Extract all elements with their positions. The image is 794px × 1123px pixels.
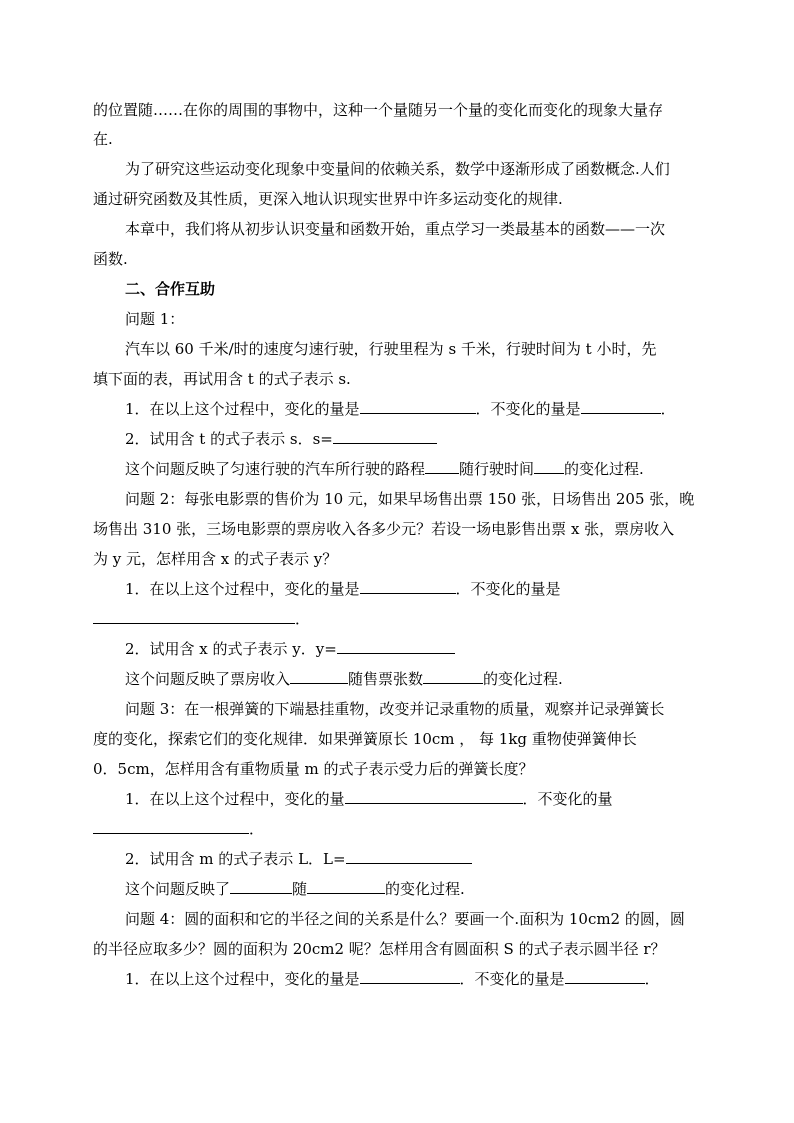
answer-blank[interactable] (423, 669, 483, 684)
fill-text: 1．在以上这个过程中，变化的量是 (125, 970, 360, 988)
fill-in-line (125, 969, 660, 989)
paragraph-line: 的半径应取多少？圆的面积为 20cm2 呢？怎样用含有圆面积 S 的式子表示圆半径 r？ (93, 940, 666, 958)
fill-text: ．不变化的量是 (455, 580, 561, 598)
answer-blank[interactable] (360, 399, 476, 414)
fill-text: 2．试用含 t 的式子表示 s．s= (125, 430, 333, 448)
paragraph-line: 通过研究函数及其性质，更深入地认识现实世界中许多运动变化的规律. (93, 190, 563, 208)
fill-text: 这个问题反映了票房收入 (125, 670, 291, 688)
paragraph-line: 在. (93, 130, 113, 148)
paragraph-line: 0．5cm，怎样用含有重物质量 m 的式子表示受力后的弹簧长度？ (93, 760, 534, 778)
fill-in-line (125, 579, 561, 599)
paragraph-line: 场售出 310 张，三场电影票的票房收入各多少元？若设一场电影售出票 x 张，票房收入 (93, 520, 675, 538)
fill-text: 1．在以上这个过程中，变化的量 (125, 790, 345, 808)
paragraph-line: 函数. (93, 250, 128, 268)
answer-blank[interactable] (93, 609, 295, 624)
fill-text: 2．试用含 m 的式子表示 L．L= (125, 850, 346, 868)
fill-text: 1．在以上这个过程中，变化的量是 (125, 400, 360, 418)
fill-in-line (125, 459, 644, 479)
fill-in-line (93, 609, 310, 629)
fill-text: 随 (292, 880, 308, 898)
answer-blank[interactable] (307, 879, 385, 894)
paragraph-line: 问题 3：在一根弹簧的下端悬挂重物，改变并记录重物的质量，观察并记录弹簧长 (125, 700, 665, 718)
fill-text: 随售票张数 (348, 670, 424, 688)
fill-text: 随行驶时间 (459, 460, 535, 478)
paragraph-line: 问题 2：每张电影票的售价为 10 元，如果早场售出票 150 张，日场售出 205 张，晚 (125, 490, 695, 508)
fill-in-line (125, 639, 455, 659)
fill-in-line (125, 669, 563, 689)
answer-blank[interactable] (581, 399, 661, 414)
fill-in-line (125, 879, 465, 899)
paragraph-line: 本章中，我们将从初步认识变量和函数开始，重点学习一类最基本的函数——一次 (125, 220, 666, 238)
paragraph-line: 度的变化，探索它们的变化规律．如果弹簧原长 10cm ， 每 1kg 重物使弹簧伸长 (93, 730, 637, 748)
answer-blank[interactable] (425, 459, 459, 474)
answer-blank[interactable] (360, 579, 456, 594)
fill-text: ．不变化的量是 (459, 970, 565, 988)
fill-text: 1．在以上这个过程中，变化的量是 (125, 580, 360, 598)
fill-in-line (125, 429, 437, 449)
paragraph-line: 填下面的表，再试用含 t 的式子表示 s. (93, 370, 351, 388)
answer-blank[interactable] (534, 459, 564, 474)
section-heading: 二、合作互助 (125, 280, 216, 298)
paragraph-line: 的位置随……在你的周围的事物中，这种一个量随另一个量的变化而变化的现象大量存 (93, 101, 664, 119)
fill-text: 2．试用含 x 的式子表示 y．y= (125, 640, 337, 658)
fill-text: 的变化过程. (483, 670, 563, 688)
fill-text: 这个问题反映了 (125, 880, 231, 898)
fill-text: 的变化过程. (564, 460, 644, 478)
fill-text: ．不变化的量是 (475, 400, 581, 418)
fill-text: ．不变化的量 (522, 790, 613, 808)
fill-in-line (125, 789, 613, 809)
answer-blank[interactable] (565, 969, 645, 984)
fill-text: ． (644, 970, 660, 988)
fill-text: 的变化过程. (385, 880, 465, 898)
answer-blank[interactable] (230, 879, 292, 894)
fill-in-line (125, 399, 676, 419)
answer-blank[interactable] (360, 969, 460, 984)
fill-text: ． (295, 610, 311, 628)
fill-text: 这个问题反映了匀速行驶的汽车所行驶的路程 (125, 460, 426, 478)
fill-in-line (93, 819, 264, 839)
paragraph-line: 问题 4：圆的面积和它的半径之间的关系是什么？要画一个.面积为 10cm2 的圆，圆 (125, 910, 685, 928)
answer-blank[interactable] (93, 819, 249, 834)
answer-blank[interactable] (290, 669, 348, 684)
fill-in-line (125, 849, 472, 869)
paragraph-line: 为了研究这些运动变化现象中变量间的依赖关系，数学中逐渐形成了函数概念.人们 (125, 160, 670, 178)
fill-text: ． (660, 400, 676, 418)
paragraph-line: 为 y 元，怎样用含 x 的式子表示 y？ (93, 550, 338, 568)
paragraph-line: 汽车以 60 千米/时的速度匀速行驶，行驶里程为 s 千米，行驶时间为 t 小时，先 (125, 340, 657, 358)
answer-blank[interactable] (333, 429, 437, 444)
question-title: 问题 1： (125, 310, 185, 328)
fill-text: ． (249, 820, 265, 838)
answer-blank[interactable] (345, 789, 523, 804)
answer-blank[interactable] (337, 639, 455, 654)
answer-blank[interactable] (346, 849, 472, 864)
